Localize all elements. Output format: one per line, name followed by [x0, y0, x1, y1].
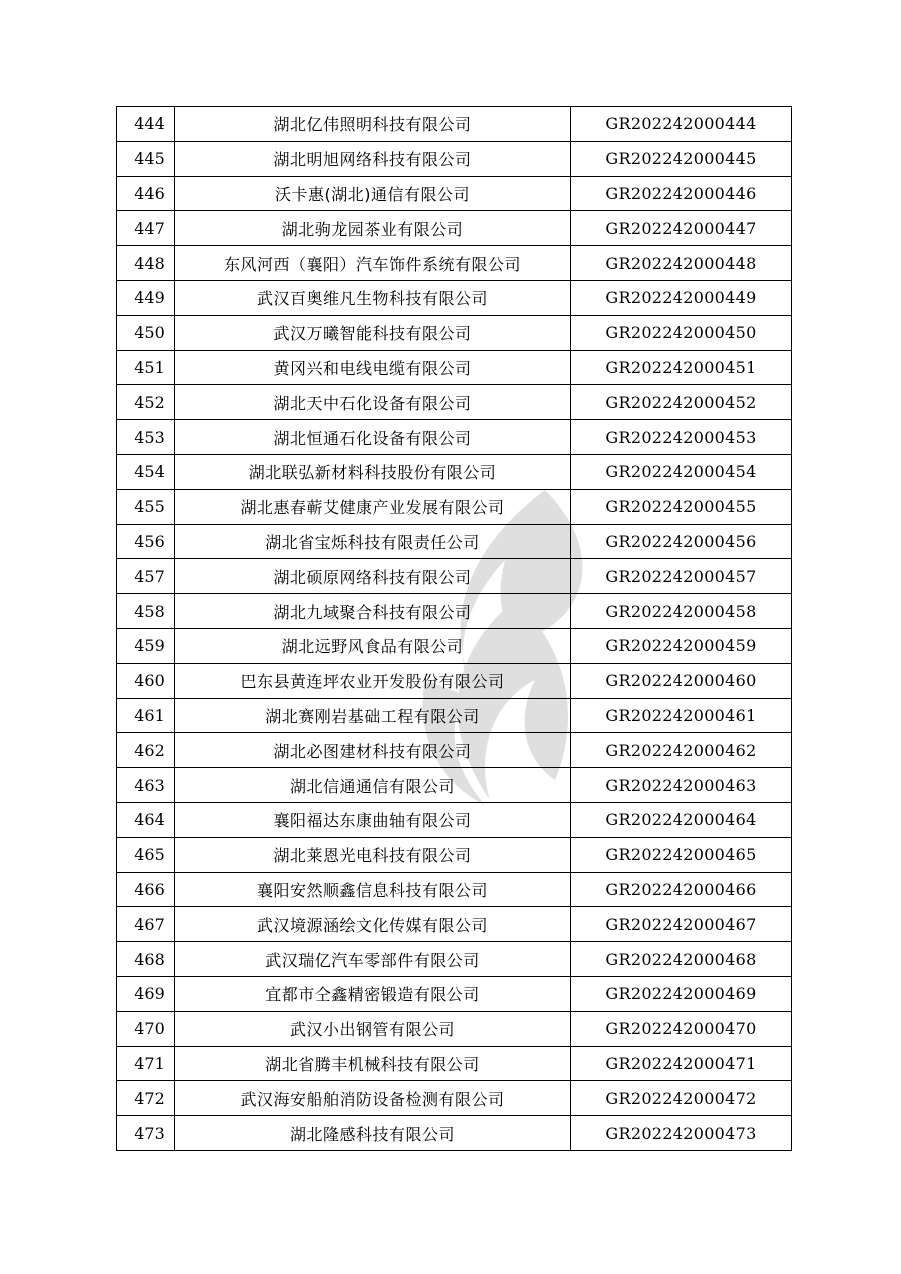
certificate-code: GR202242000470	[571, 1011, 792, 1046]
row-number: 457	[117, 559, 175, 594]
company-name: 湖北惠春蕲艾健康产业发展有限公司	[175, 489, 571, 524]
certificate-code: GR202242000464	[571, 802, 792, 837]
table-row	[117, 594, 792, 629]
company-name: 武汉瑞亿汽车零部件有限公司	[175, 942, 571, 977]
certificate-code: GR202242000459	[571, 628, 792, 663]
row-number: 446	[117, 176, 175, 211]
row-number: 471	[117, 1046, 175, 1081]
company-name: 湖北驹龙园茶业有限公司	[175, 211, 571, 246]
row-number: 450	[117, 315, 175, 350]
row-number: 469	[117, 976, 175, 1011]
table-row	[117, 1046, 792, 1081]
table-row	[117, 420, 792, 455]
table-row	[117, 942, 792, 977]
table-row	[117, 837, 792, 872]
certificate-code: GR202242000466	[571, 872, 792, 907]
table-row	[117, 385, 792, 420]
table-row	[117, 733, 792, 768]
company-name: 湖北必图建材科技有限公司	[175, 733, 571, 768]
certificate-code: GR202242000444	[571, 107, 792, 142]
row-number: 466	[117, 872, 175, 907]
certificate-code: GR202242000448	[571, 246, 792, 281]
table-row	[117, 315, 792, 350]
row-number: 455	[117, 489, 175, 524]
certificate-code: GR202242000450	[571, 315, 792, 350]
company-name: 湖北天中石化设备有限公司	[175, 385, 571, 420]
table-row	[117, 1011, 792, 1046]
company-name: 湖北远野风食品有限公司	[175, 628, 571, 663]
row-number: 451	[117, 350, 175, 385]
certificate-code: GR202242000472	[571, 1081, 792, 1116]
company-name: 东风河西（襄阳）汽车饰件系统有限公司	[175, 246, 571, 281]
row-number: 449	[117, 280, 175, 315]
row-number: 473	[117, 1116, 175, 1151]
table-row	[117, 246, 792, 281]
certificate-code: GR202242000461	[571, 698, 792, 733]
row-number: 465	[117, 837, 175, 872]
table-row	[117, 663, 792, 698]
row-number: 461	[117, 698, 175, 733]
company-name: 湖北九域聚合科技有限公司	[175, 594, 571, 629]
company-name: 湖北联弘新材料科技股份有限公司	[175, 454, 571, 489]
table-row	[117, 559, 792, 594]
row-number: 456	[117, 524, 175, 559]
row-number: 468	[117, 942, 175, 977]
company-name: 襄阳安然顺鑫信息科技有限公司	[175, 872, 571, 907]
row-number: 464	[117, 802, 175, 837]
row-number: 458	[117, 594, 175, 629]
row-number: 454	[117, 454, 175, 489]
row-number: 470	[117, 1011, 175, 1046]
table-row	[117, 907, 792, 942]
row-number: 467	[117, 907, 175, 942]
company-name: 湖北亿伟照明科技有限公司	[175, 107, 571, 142]
certificate-code: GR202242000467	[571, 907, 792, 942]
certificate-code: GR202242000462	[571, 733, 792, 768]
certificate-code: GR202242000449	[571, 280, 792, 315]
company-name: 巴东县黄连坪农业开发股份有限公司	[175, 663, 571, 698]
company-name: 湖北恒通石化设备有限公司	[175, 420, 571, 455]
certificate-code: GR202242000473	[571, 1116, 792, 1151]
certificate-code: GR202242000453	[571, 420, 792, 455]
table-row	[117, 211, 792, 246]
row-number: 453	[117, 420, 175, 455]
certificate-code: GR202242000457	[571, 559, 792, 594]
company-name: 宜都市仝鑫精密锻造有限公司	[175, 976, 571, 1011]
company-name: 武汉境源涵绘文化传媒有限公司	[175, 907, 571, 942]
row-number: 445	[117, 141, 175, 176]
company-name: 湖北信通通信有限公司	[175, 768, 571, 803]
table-row	[117, 141, 792, 176]
table-row	[117, 454, 792, 489]
row-number: 444	[117, 107, 175, 142]
certificate-code: GR202242000456	[571, 524, 792, 559]
certificate-code: GR202242000454	[571, 454, 792, 489]
row-number: 448	[117, 246, 175, 281]
table-row	[117, 768, 792, 803]
company-name: 湖北省腾丰机械科技有限公司	[175, 1046, 571, 1081]
certificate-code: GR202242000458	[571, 594, 792, 629]
company-name: 湖北隆感科技有限公司	[175, 1116, 571, 1151]
certificate-code: GR202242000447	[571, 211, 792, 246]
company-name: 湖北莱恩光电科技有限公司	[175, 837, 571, 872]
company-name: 武汉万曦智能科技有限公司	[175, 315, 571, 350]
table-row	[117, 176, 792, 211]
row-number: 462	[117, 733, 175, 768]
company-name: 武汉百奥维凡生物科技有限公司	[175, 280, 571, 315]
certificate-code: GR202242000469	[571, 976, 792, 1011]
certificate-code: GR202242000451	[571, 350, 792, 385]
table-row	[117, 1081, 792, 1116]
table-row	[117, 802, 792, 837]
certificate-code: GR202242000471	[571, 1046, 792, 1081]
certificate-code: GR202242000446	[571, 176, 792, 211]
company-name: 湖北明旭网络科技有限公司	[175, 141, 571, 176]
company-name: 武汉小出钢管有限公司	[175, 1011, 571, 1046]
table-row	[117, 872, 792, 907]
certificate-code: GR202242000460	[571, 663, 792, 698]
row-number: 463	[117, 768, 175, 803]
table-row	[117, 1116, 792, 1151]
company-table	[116, 106, 792, 1151]
company-name: 湖北省宝烁科技有限责任公司	[175, 524, 571, 559]
certificate-code: GR202242000445	[571, 141, 792, 176]
table-row	[117, 698, 792, 733]
row-number: 452	[117, 385, 175, 420]
company-name: 沃卡惠(湖北)通信有限公司	[175, 176, 571, 211]
certificate-code: GR202242000455	[571, 489, 792, 524]
row-number: 459	[117, 628, 175, 663]
row-number: 472	[117, 1081, 175, 1116]
table-row	[117, 976, 792, 1011]
company-name: 湖北硕原网络科技有限公司	[175, 559, 571, 594]
table-row	[117, 350, 792, 385]
certificate-code: GR202242000463	[571, 768, 792, 803]
certificate-code: GR202242000465	[571, 837, 792, 872]
table-row	[117, 489, 792, 524]
table-row	[117, 280, 792, 315]
table-row	[117, 628, 792, 663]
certificate-code: GR202242000468	[571, 942, 792, 977]
certificate-code: GR202242000452	[571, 385, 792, 420]
table-row	[117, 524, 792, 559]
row-number: 447	[117, 211, 175, 246]
table-row	[117, 107, 792, 142]
company-name: 武汉海安船舶消防设备检测有限公司	[175, 1081, 571, 1116]
company-name: 黄冈兴和电线电缆有限公司	[175, 350, 571, 385]
company-name: 襄阳福达东康曲轴有限公司	[175, 802, 571, 837]
row-number: 460	[117, 663, 175, 698]
company-name: 湖北赛刚岩基础工程有限公司	[175, 698, 571, 733]
